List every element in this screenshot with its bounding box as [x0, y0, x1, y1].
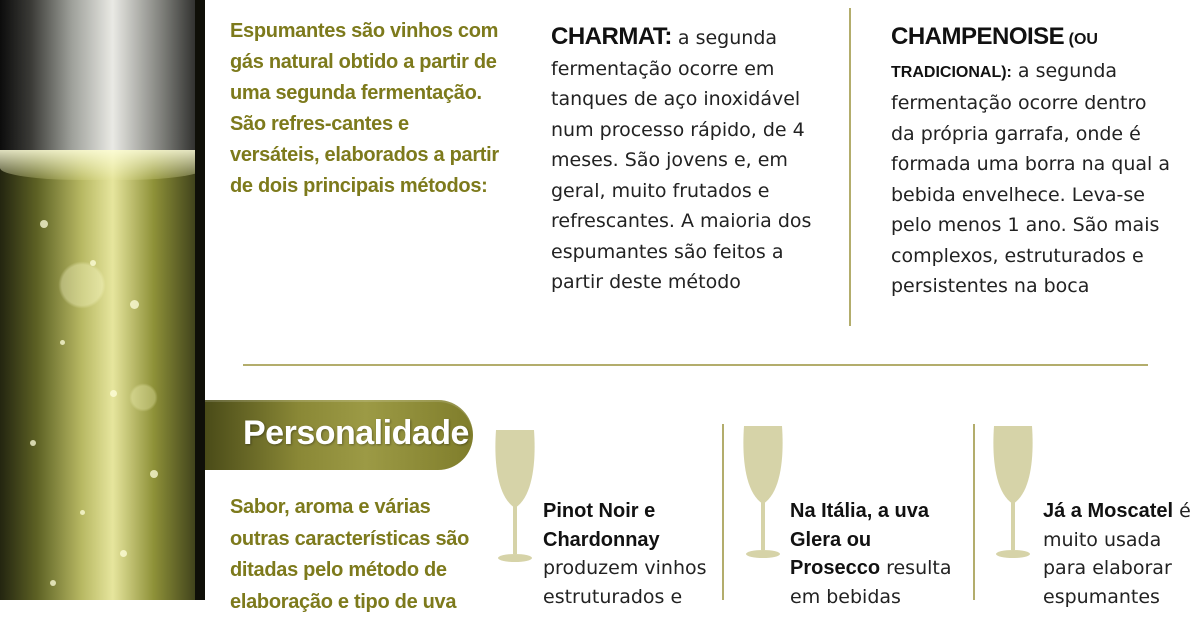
grape-text: produzem vinhos estruturados e: [543, 557, 707, 608]
charmat-text: a segunda fermentação ocorre em tanques de aço inoxidável num processo rápido, de 4 meses. São jovens e, em geral, muito frutados e refrescantes. A maioria dos espumantes são feitos a partir deste método: [551, 27, 812, 293]
personalidade-title: Personalidade: [243, 414, 469, 452]
sparkling-liquid: [0, 150, 205, 600]
bubble: [90, 260, 96, 266]
personalidade-banner: [205, 400, 473, 470]
champenoise-term: CHAMPENOISE: [891, 23, 1065, 50]
grape-name: Já a Moscatel: [1043, 500, 1174, 522]
bubble: [80, 510, 85, 515]
bubble: [130, 300, 139, 309]
personalidade-text: Sabor, aroma e várias outras características são ditadas pelo método de elaboração e tipo de uva: [230, 496, 470, 613]
photo-edge: [195, 0, 205, 600]
column-divider: [849, 8, 851, 326]
bubble: [110, 390, 117, 397]
section-divider: [243, 364, 1148, 366]
liquid-surface: [0, 150, 205, 180]
grape-item-glera: [790, 497, 960, 611]
sparkling-wine-glass-photo: [0, 0, 205, 600]
champenoise-description: [891, 22, 1171, 302]
intro-text: Espumantes são vinhos com gás natural obtido a partir de uma segunda fermentação. São refres-cantes e versáteis, elaborados a partir de dois principais métodos:: [230, 20, 499, 197]
grape-text: resulta em bebidas: [790, 557, 952, 608]
grape-name: Na Itália, a uva Glera ou Prosecco: [790, 500, 929, 579]
charmat-term: CHARMAT:: [551, 23, 672, 50]
grape-name: Pinot Noir e Chardonnay: [543, 500, 660, 551]
grape-item-pinot: [543, 497, 718, 611]
bubble: [60, 340, 65, 345]
grape-text: é muito usada para elaborar espumantes: [1043, 500, 1191, 608]
bubble: [120, 550, 127, 557]
bubble: [150, 470, 158, 478]
column-divider: [973, 424, 975, 600]
wine-glass-icon: [492, 428, 538, 564]
champenoise-text: a segunda fermentação ocorre dentro da própria garrafa, onde é formada uma borra na qual a bebida envelhece. Leva-se pelo menos 1 ano. São mais complexos, estruturados e persistentes na boca: [891, 59, 1171, 297]
grape-item-moscatel: [1043, 497, 1198, 611]
wine-glass-icon: [740, 424, 786, 560]
bubble: [50, 580, 56, 586]
wine-glass-icon: [990, 424, 1036, 560]
bubble: [40, 220, 48, 228]
champenoise-subterm: (OU TRADICIONAL):: [891, 31, 1098, 81]
column-divider: [722, 424, 724, 600]
bubble: [30, 440, 36, 446]
charmat-description: [551, 22, 826, 298]
